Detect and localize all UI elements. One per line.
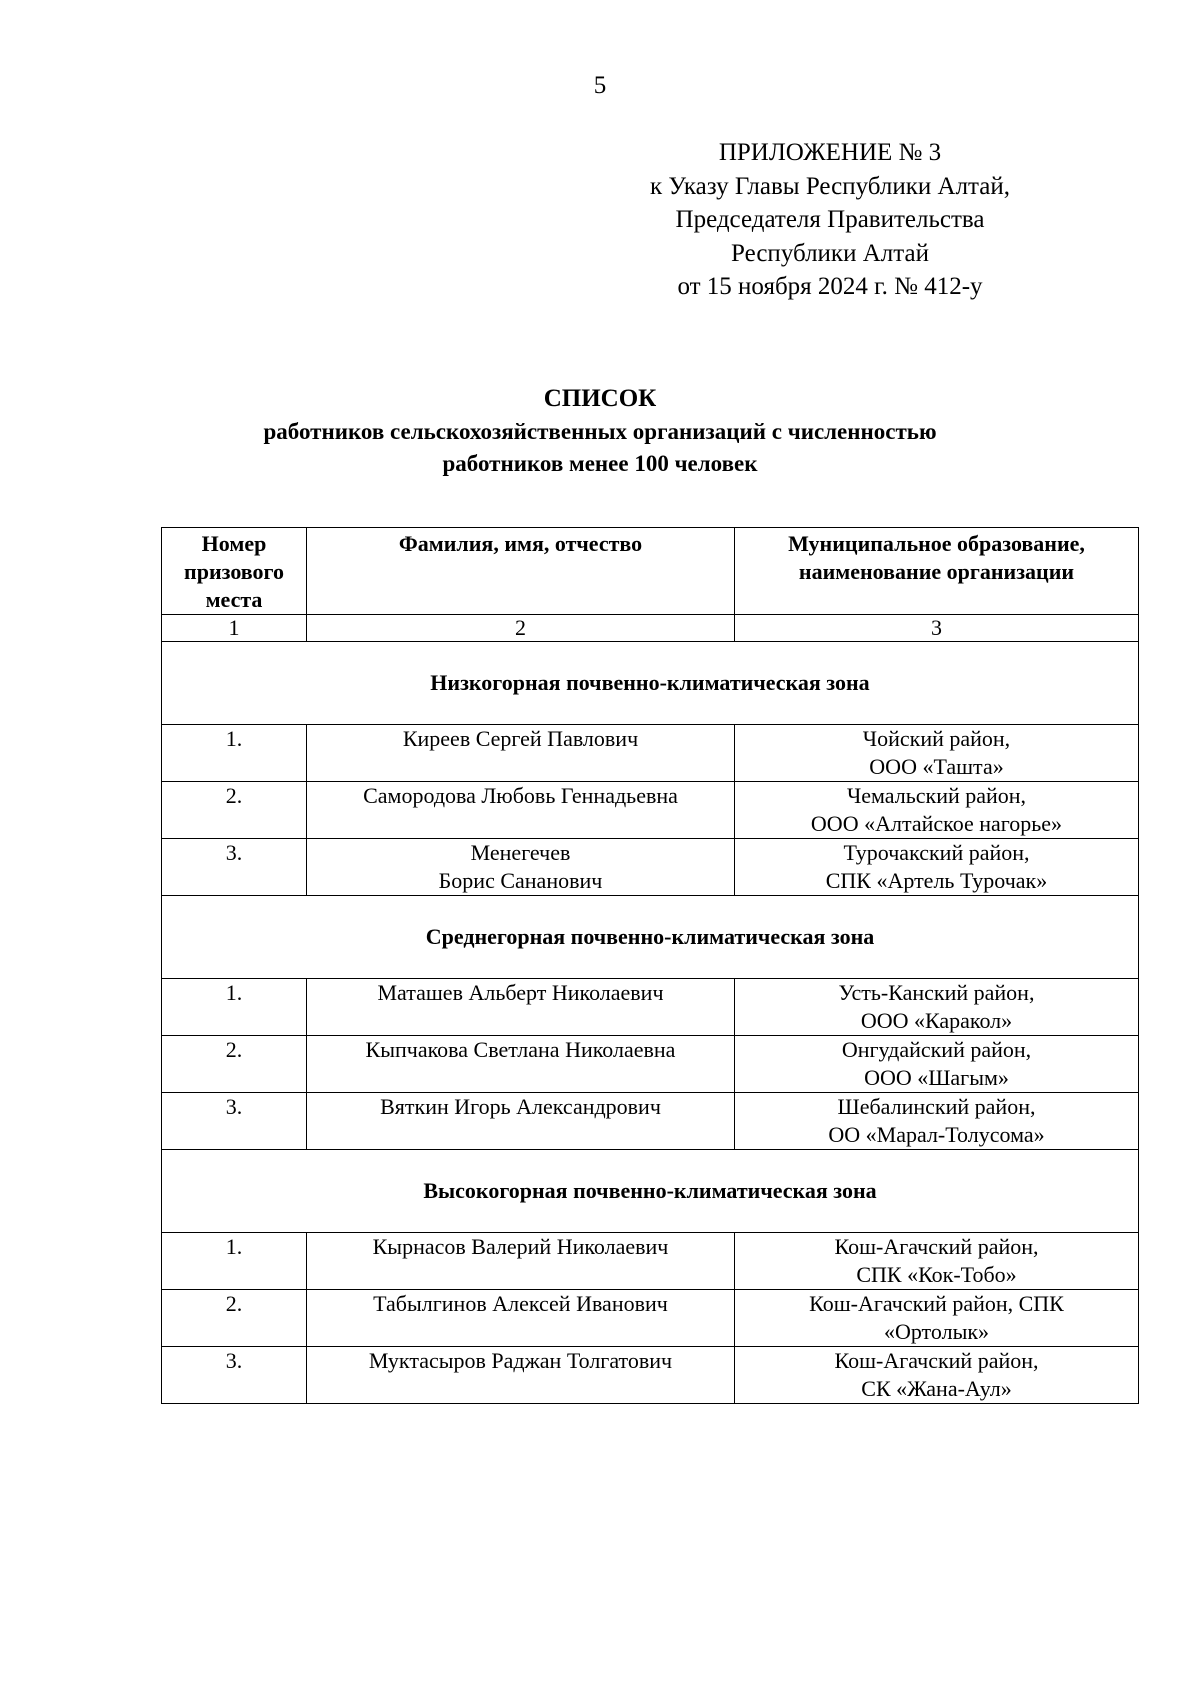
name-cell: Кырнасов Валерий Николаевич [307,1233,735,1290]
table-row [162,1347,1139,1404]
organization-cell: Кош-Агачский район, СПК «Ортолык» [735,1290,1139,1347]
organization-cell: Чойский район, ООО «Ташта» [735,725,1139,782]
zone-title: Высокогорная почвенно-климатическая зона [162,1150,1139,1233]
table-row [162,782,1139,839]
zone-row-lowland [162,642,1139,725]
column-numbers-row [162,615,1139,642]
table-row [162,839,1139,896]
table-row [162,1290,1139,1347]
column-number: 3 [735,615,1139,642]
column-number: 1 [162,615,307,642]
appendix-line: к Указу Главы Республики Алтай, [649,172,1010,200]
name-cell: Табылгинов Алексей Иванович [307,1290,735,1347]
name-cell: Маташев Альберт Николаевич [307,979,735,1036]
name-cell: Муктасыров Раджан Толгатович [307,1347,735,1404]
name-cell: Самородова Любовь Геннадьевна [307,782,735,839]
appendix-line: Председателя Правительства [675,206,985,233]
name-cell: Кыпчакова Светлана Николаевна [307,1036,735,1093]
place-cell: 1. [162,725,307,782]
table-row [162,1036,1139,1093]
place-cell: 1. [162,1233,307,1290]
place-cell: 1. [162,979,307,1036]
organization-cell: Усть-Канский район, ООО «Каракол» [735,979,1139,1036]
organization-cell: Шебалинский район, ОО «Марал-Толусома» [735,1093,1139,1150]
zone-row-highland [162,1150,1139,1233]
organization-cell: Чемальский район, ООО «Алтайское нагорье» [735,782,1139,839]
name-cell: Киреев Сергей Павлович [307,725,735,782]
title-subtitle-line: работников менее 100 человек [442,451,758,476]
header-organization: Муниципальное образование, наименование организации [735,528,1139,615]
place-cell: 2. [162,782,307,839]
organization-cell: Турочакский район, СПК «Артель Турочак» [735,839,1139,896]
organization-cell: Кош-Агачский район, СПК «Кок-Тобо» [735,1233,1139,1290]
organization-cell: Кош-Агачский район, СК «Жана-Аул» [735,1347,1139,1404]
table-row [162,1233,1139,1290]
place-cell: 3. [162,1347,307,1404]
place-cell: 3. [162,1093,307,1150]
column-number: 2 [307,615,735,642]
table-header-row [162,528,1139,615]
header-place: Номер призового места [162,528,307,615]
winners-table [161,527,1139,1404]
zone-row-midland [162,896,1139,979]
appendix-title: ПРИЛОЖЕНИЕ № 3 [718,139,942,166]
title-subtitle-line: работников сельскохозяйственных организаций с численностью [263,419,937,444]
name-cell: Вяткин Игорь Александрович [307,1093,735,1150]
zone-title: Низкогорная почвенно-климатическая зона [162,642,1139,725]
organization-cell: Онгудайский район, ООО «Шагым» [735,1036,1139,1093]
header-full-name: Фамилия, имя, отчество [307,528,735,615]
name-cell: Менегечев Борис Сананович [307,839,735,896]
appendix-date: от 15 ноября 2024 г. № 412-у [677,273,983,300]
table-row [162,1093,1139,1150]
table-row [162,725,1139,782]
place-cell: 3. [162,839,307,896]
zone-title: Среднегорная почвенно-климатическая зона [162,896,1139,979]
table-row [162,979,1139,1036]
appendix-line: Республики Алтай [731,239,929,267]
page-number: 5 [593,72,607,99]
document-title [0,382,1200,480]
place-cell: 2. [162,1036,307,1093]
appendix-header [590,136,1070,304]
place-cell: 2. [162,1290,307,1347]
title-main: СПИСОК [543,385,657,412]
